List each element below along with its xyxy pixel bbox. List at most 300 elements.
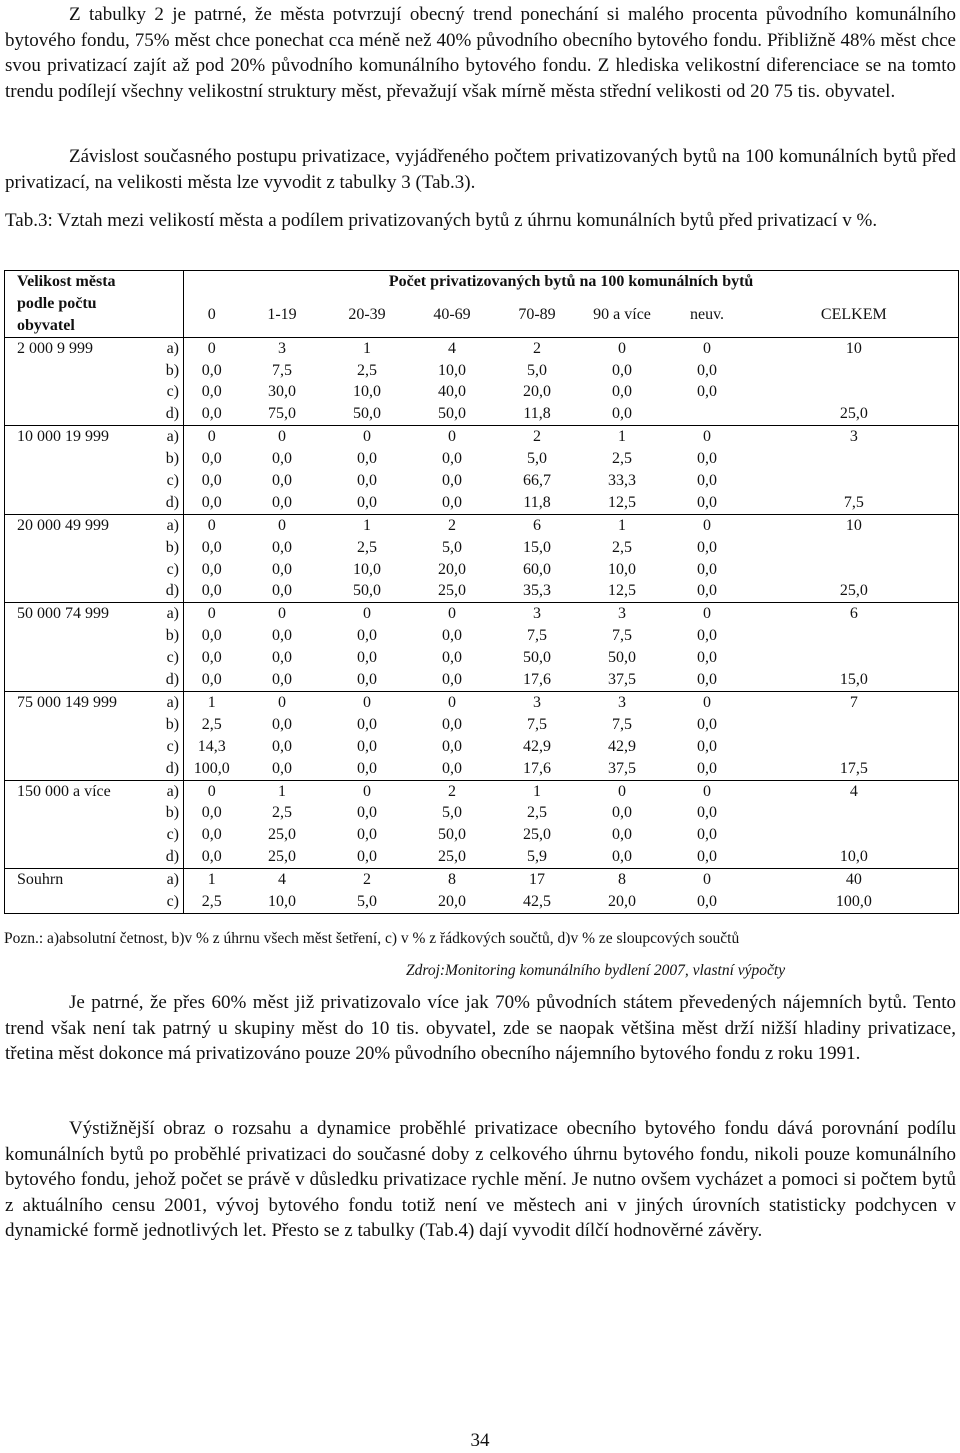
value-column-4: [495, 603, 580, 692]
table-cell: 35,3: [523, 582, 552, 600]
col-header-neuv: neuv.: [665, 293, 750, 337]
table-cell: 0: [703, 428, 712, 446]
table-cell: 0,0: [201, 538, 222, 556]
table-cell: [750, 360, 959, 382]
table-cell: 0,0: [357, 804, 378, 822]
value-column-0: [184, 426, 240, 515]
table-cell: 0,0: [612, 848, 633, 866]
value-column-6: [665, 514, 750, 603]
table-cell: 0,0: [442, 450, 463, 468]
row-label: c): [166, 383, 180, 401]
table-row: [5, 337, 959, 426]
table-cell: 0,0: [442, 715, 463, 733]
table-cell: 8: [448, 871, 457, 889]
row-group-name: Souhrn: [5, 869, 140, 914]
table-cell: 17,5: [839, 759, 868, 777]
table-cell: 50,0: [523, 649, 552, 667]
table-cell: 1: [278, 782, 287, 800]
table-cell: 2: [533, 428, 542, 446]
value-column-7: [750, 780, 959, 869]
value-column-1: [240, 869, 325, 914]
privatization-table: [4, 270, 959, 914]
table-cell: 2,5: [612, 450, 633, 468]
row-label: a): [166, 428, 180, 446]
table-cell: [665, 403, 750, 425]
row-label: b): [165, 450, 180, 468]
col-header-20-39: 20-39: [325, 293, 410, 337]
row-group-name: 10 000 19 999: [5, 426, 140, 515]
table-cell: 2,5: [272, 804, 293, 822]
table-cell: 0,0: [272, 582, 293, 600]
table-cell: 0: [207, 339, 216, 357]
table-cell: 5,9: [527, 848, 548, 866]
table-cell: 0,0: [201, 848, 222, 866]
table-caption: Tab.3: Vztah mezi velikostí města a podílem privatizovaných bytů z úhrnu komunálních bytů před privatizací v %.: [5, 210, 878, 231]
value-column-4: [495, 780, 580, 869]
col-header-celkem: CELKEM: [750, 293, 959, 337]
row-labels: [140, 514, 184, 603]
table-cell: 10: [845, 339, 862, 357]
table-row: [5, 691, 959, 780]
value-column-6: [665, 337, 750, 426]
page-number: 34: [470, 1430, 490, 1451]
table-cell: 12,5: [608, 493, 637, 511]
table-cell: 0,0: [201, 472, 222, 490]
table-cell: 25,0: [839, 582, 868, 600]
table-cell: 0,0: [357, 759, 378, 777]
row-label: b): [165, 627, 180, 645]
table-cell: 7,5: [527, 715, 548, 733]
row-labels: [140, 337, 184, 426]
table-cell: 1: [618, 428, 627, 446]
table-cell: 0,0: [442, 493, 463, 511]
col-header-0: 0: [184, 293, 240, 337]
table-cell: 0,0: [201, 627, 222, 645]
table-cell: 7,5: [527, 627, 548, 645]
table-cell: 1: [618, 516, 627, 534]
row-label: d): [165, 582, 180, 600]
table-cell: 0,0: [357, 450, 378, 468]
table-cell: 40,0: [438, 383, 467, 401]
table-cell: 5,0: [357, 892, 378, 910]
table-cell: 10: [845, 516, 862, 534]
value-column-3: [410, 869, 495, 914]
row-group-name: 2 000 9 999: [5, 337, 140, 426]
value-column-2: [325, 337, 410, 426]
table-cell: 4: [849, 782, 858, 800]
table-cell: 0: [363, 782, 372, 800]
value-column-2: [325, 426, 410, 515]
table-cell: [750, 802, 959, 824]
row-label: b): [165, 361, 180, 379]
value-column-0: [184, 514, 240, 603]
value-column-5: [580, 337, 665, 426]
value-column-7: [750, 337, 959, 426]
table-cell: 75,0: [268, 405, 297, 423]
value-column-2: [325, 603, 410, 692]
value-column-2: [325, 869, 410, 914]
row-label: a): [166, 693, 180, 711]
table-cell: 0: [703, 605, 712, 623]
value-column-5: [580, 603, 665, 692]
table-cell: 0,0: [201, 383, 222, 401]
table-cell: 42,9: [523, 737, 552, 755]
table-cell: 20,0: [438, 560, 467, 578]
table-cell: 0,0: [697, 737, 718, 755]
value-column-2: [325, 514, 410, 603]
table-cell: 0,0: [697, 804, 718, 822]
table-cell: 15,0: [839, 671, 868, 689]
table-cell: 0,0: [697, 627, 718, 645]
table-cell: 0,0: [272, 538, 293, 556]
table-cell: [750, 537, 959, 559]
table-cell: 0,0: [357, 715, 378, 733]
row-label: a): [166, 782, 180, 800]
table-cell: 1: [363, 339, 372, 357]
table-cell: 0,0: [697, 826, 718, 844]
table-cell: 17: [529, 871, 546, 889]
table-row: [5, 603, 959, 692]
row-labels: [140, 691, 184, 780]
table-cell: 42,5: [523, 892, 552, 910]
table-cell: 0,0: [612, 361, 633, 379]
table-cell: 50,0: [353, 582, 382, 600]
table-cell: 0: [363, 693, 372, 711]
table-cell: 0,0: [697, 715, 718, 733]
row-labels: [140, 780, 184, 869]
table-cell: 0,0: [442, 737, 463, 755]
value-column-6: [665, 869, 750, 914]
value-column-0: [184, 337, 240, 426]
table-cell: 37,5: [608, 759, 637, 777]
table-cell: 0,0: [357, 493, 378, 511]
table-cell: 10,0: [353, 560, 382, 578]
table-cell: 0,0: [201, 649, 222, 667]
table-cell: 33,3: [608, 472, 637, 490]
row-group-name: 150 000 a více: [5, 780, 140, 869]
table-cell: 0,0: [357, 671, 378, 689]
table-cell: 0,0: [201, 804, 222, 822]
table-cell: 0: [703, 693, 712, 711]
table-note: Pozn.: a)absolutní četnost, b)v % z úhrnu všech měst šetření, c) v % z řádkových součtů, d)v % ze sloupcových součtů: [4, 930, 740, 947]
table-cell: 0,0: [201, 826, 222, 844]
table-cell: 0,0: [272, 560, 293, 578]
table-cell: 0,0: [697, 493, 718, 511]
table-cell: 0,0: [697, 361, 718, 379]
table-cell: 8: [618, 871, 627, 889]
table-cell: 0,0: [272, 627, 293, 645]
table-cell: 42,9: [608, 737, 637, 755]
paragraph-1: Z tabulky 2 je patrné, že města potvrzují obecný trend ponechání si malého procenta původního komunálního bytového fondu, 75% měst chce ponechat cca méně než 40% původního obecního bytového fondu. Přibližně 48% měst chce svou privatizací zajít až pod 20% původního komunálního bytového fondu. Z hlediska velikostní diferenciace se na tomto trendu podílejí všechny velikostní struktury měst, převažují však mírně města střední velikosti od 20 75 tis. obyvatel.: [5, 4, 956, 102]
table-cell: 0,0: [697, 582, 718, 600]
row-label: a): [166, 871, 180, 889]
table-cell: 0: [448, 428, 457, 446]
table-cell: 0,0: [272, 493, 293, 511]
row-label: b): [165, 538, 180, 556]
table-cell: 4: [278, 871, 287, 889]
value-column-4: [495, 426, 580, 515]
table-cell: [750, 824, 959, 846]
table-cell: 0,0: [201, 671, 222, 689]
table-cell: 0: [278, 693, 287, 711]
table-cell: 2: [448, 782, 457, 800]
table-cell: 0,0: [357, 649, 378, 667]
table-cell: 0: [703, 871, 712, 889]
table-cell: 20,0: [438, 892, 467, 910]
paragraph-2: Závislost současného postupu privatizace, vyjádřeného počtem privatizovaných bytů na 100 komunálních bytů před privatizací, na velikosti města lze vyvodit z tabulky 3 (Tab.3).: [5, 146, 956, 193]
value-column-6: [665, 603, 750, 692]
table-cell: 0: [363, 428, 372, 446]
table-cell: 0,0: [697, 538, 718, 556]
col-header-70-89: 70-89: [495, 293, 580, 337]
table-cell: 2,5: [357, 361, 378, 379]
table-cell: 0,0: [201, 405, 222, 423]
table-cell: 25,0: [839, 405, 868, 423]
table-cell: 10,0: [268, 892, 297, 910]
table-cell: 3: [849, 428, 858, 446]
table-cell: 0,0: [612, 804, 633, 822]
table-cell: 17,6: [523, 671, 552, 689]
value-column-1: [240, 780, 325, 869]
value-column-0: [184, 603, 240, 692]
table-cell: 0,0: [357, 826, 378, 844]
table-cell: 15,0: [523, 538, 552, 556]
table-row: [5, 780, 959, 869]
table-cell: 0: [703, 782, 712, 800]
value-column-1: [240, 337, 325, 426]
table-cell: 1: [533, 782, 542, 800]
table-cell: 6: [849, 605, 858, 623]
table-cell: 0: [278, 605, 287, 623]
table-cell: 0: [703, 516, 712, 534]
table-cell: 0: [448, 693, 457, 711]
table-cell: 30,0: [268, 383, 297, 401]
table-cell: 3: [278, 339, 287, 357]
table-cell: 2,5: [527, 804, 548, 822]
table-cell: 100,0: [193, 759, 230, 777]
table-cell: 0,0: [272, 450, 293, 468]
table-row: [5, 426, 959, 515]
table-cell: 0,0: [612, 405, 633, 423]
table-cell: 0: [278, 428, 287, 446]
table-cell: 10,0: [839, 848, 868, 866]
table-cell: 0,0: [201, 450, 222, 468]
table-cell: 3: [533, 693, 542, 711]
table-cell: 0,0: [697, 383, 718, 401]
row-label: b): [165, 715, 180, 733]
row-label: d): [165, 848, 180, 866]
value-column-4: [495, 691, 580, 780]
table-cell: 0: [363, 605, 372, 623]
row-labels: [140, 869, 184, 914]
value-column-5: [580, 514, 665, 603]
table-cell: 0,0: [357, 627, 378, 645]
value-column-2: [325, 780, 410, 869]
table-cell: 40: [845, 871, 862, 889]
table-cell: 60,0: [523, 560, 552, 578]
table-row: [5, 869, 959, 914]
paragraph-3: Je patrné, že přes 60% měst již privatizovalo více jak 70% původních státem převedených nájemních bytů. Tento trend však není tak patrný u skupiny měst do 10 tis. obyvatel, zde se naopak většina měst drží nižší hladiny privatizace, třetina měst dokonce má privatizováno pouze 20% původního obecního nájemního bytového fondu z roku 1991.: [5, 992, 956, 1065]
table-cell: 10,0: [438, 361, 467, 379]
table-cell: 50,0: [438, 826, 467, 844]
value-column-6: [665, 780, 750, 869]
value-column-3: [410, 780, 495, 869]
row-group-name: 20 000 49 999: [5, 514, 140, 603]
table-cell: 0: [207, 516, 216, 534]
table-cell: 14,3: [197, 737, 226, 755]
row-labels: [140, 426, 184, 515]
table-cell: 2: [533, 339, 542, 357]
table-cell: 0,0: [272, 671, 293, 689]
row-label: d): [165, 493, 180, 511]
table-cell: 50,0: [608, 649, 637, 667]
table-cell: 1: [363, 516, 372, 534]
row-label: d): [165, 405, 180, 423]
table-cell: 25,0: [523, 826, 552, 844]
row-label: a): [166, 516, 180, 534]
value-column-5: [580, 780, 665, 869]
table-cell: 0,0: [201, 560, 222, 578]
row-label: c): [166, 826, 180, 844]
table-cell: [750, 559, 959, 581]
table-cell: [750, 736, 959, 758]
paragraph-4: Výstižnější obraz o rozsahu a dynamice proběhlé privatizace obecního bytového fondu dává porovnání podílu komunálních bytů po proběhlé privatizaci do současné doby z celkového úhrnu bytového fondu, nikoli pouze komunálního bytového fondu, jehož počet se právě v důsledku privatizace rychle mění. Je nutno ovšem vycházet a pomoci si počtem bytů z aktuálního censu 2001, vývoj bytového fondu totiž není ve městech ani v jiných úrovních statisticky podchycen v dynamické formě jednotlivých let. Přesto se z tabulky (Tab.4) dají vyvodit dílčí hodnověrné závěry.: [5, 1118, 956, 1242]
table-cell: 0,0: [442, 472, 463, 490]
value-column-4: [495, 869, 580, 914]
row-label: c): [166, 737, 180, 755]
table-cell: 0,0: [442, 649, 463, 667]
table-cell: 25,0: [438, 582, 467, 600]
table-cell: 3: [618, 605, 627, 623]
table-cell: 0,0: [272, 715, 293, 733]
header-city-size-3: obyvatel: [17, 316, 75, 334]
table-cell: 2,5: [612, 538, 633, 556]
table-cell: 0,0: [201, 493, 222, 511]
table-cell: 2,5: [201, 892, 222, 910]
row-label: c): [166, 560, 180, 578]
table-cell: 7,5: [272, 361, 293, 379]
table-cell: 3: [533, 605, 542, 623]
col-header-90-plus: 90 a více: [580, 293, 665, 337]
value-column-3: [410, 514, 495, 603]
value-column-1: [240, 691, 325, 780]
table-cell: 0,0: [612, 826, 633, 844]
table-cell: 7: [849, 693, 858, 711]
table-cell: 0,0: [442, 759, 463, 777]
value-column-0: [184, 780, 240, 869]
table-cell: [750, 714, 959, 736]
table-cell: 0: [618, 339, 627, 357]
row-labels: [140, 603, 184, 692]
table-row: [5, 514, 959, 603]
value-column-0: [184, 869, 240, 914]
value-column-3: [410, 337, 495, 426]
row-group-name: 50 000 74 999: [5, 603, 140, 692]
value-column-7: [750, 426, 959, 515]
table-cell: 100,0: [835, 892, 872, 910]
table-cell: 50,0: [438, 405, 467, 423]
table-cell: 0,0: [272, 737, 293, 755]
table-cell: 0,0: [697, 848, 718, 866]
table-cell: 50,0: [353, 405, 382, 423]
row-label: c): [166, 892, 180, 910]
table-cell: 7,5: [843, 493, 864, 511]
value-column-6: [665, 691, 750, 780]
row-label: d): [165, 671, 180, 689]
table-cell: 0,0: [442, 671, 463, 689]
table-cell: 4: [448, 339, 457, 357]
table-cell: 6: [533, 516, 542, 534]
table-cell: 25,0: [268, 848, 297, 866]
table-cell: 0: [703, 339, 712, 357]
row-label: a): [166, 605, 180, 623]
table-cell: 0,0: [357, 472, 378, 490]
table-cell: 37,5: [608, 671, 637, 689]
header-group: Počet privatizovaných bytů na 100 komunálních bytů: [184, 271, 959, 293]
value-column-7: [750, 603, 959, 692]
table-cell: 0: [207, 605, 216, 623]
table-cell: 0,0: [697, 892, 718, 910]
value-column-4: [495, 514, 580, 603]
table-cell: 20,0: [523, 383, 552, 401]
value-column-4: [495, 337, 580, 426]
table-cell: 0,0: [697, 649, 718, 667]
table-cell: 2: [448, 516, 457, 534]
row-group-name: 75 000 149 999: [5, 691, 140, 780]
header-city-size-cell: [5, 293, 184, 337]
value-column-3: [410, 691, 495, 780]
header-city-size-1: Velikost města: [17, 273, 116, 290]
table-cell: 25,0: [438, 848, 467, 866]
table-cell: 17,6: [523, 759, 552, 777]
table-cell: [750, 448, 959, 470]
table-cell: 0,0: [357, 848, 378, 866]
row-label: b): [165, 804, 180, 822]
table-cell: 12,5: [608, 582, 637, 600]
table-cell: 25,0: [268, 826, 297, 844]
table-cell: [750, 470, 959, 492]
table-cell: 10,0: [608, 560, 637, 578]
value-column-0: [184, 691, 240, 780]
table-cell: 0: [618, 782, 627, 800]
value-column-3: [410, 426, 495, 515]
table-cell: 0,0: [697, 560, 718, 578]
col-header-1-19: 1-19: [240, 293, 325, 337]
table-cell: 5,0: [442, 804, 463, 822]
table-cell: 1: [207, 871, 216, 889]
table-cell: [750, 625, 959, 647]
table-cell: 20,0: [608, 892, 637, 910]
table-cell: 0,0: [357, 737, 378, 755]
table-cell: 0,0: [697, 671, 718, 689]
col-header-40-69: 40-69: [410, 293, 495, 337]
value-column-1: [240, 514, 325, 603]
table-cell: 2: [363, 871, 372, 889]
table-cell: 0,0: [697, 450, 718, 468]
table-cell: 10,0: [353, 383, 382, 401]
table-cell: [750, 647, 959, 669]
header-city-size-2: podle počtu: [17, 294, 97, 312]
table-cell: 0: [207, 428, 216, 446]
table-cell: 7,5: [612, 715, 633, 733]
value-column-2: [325, 691, 410, 780]
row-label: d): [165, 759, 180, 777]
value-column-7: [750, 514, 959, 603]
row-label: a): [166, 339, 180, 357]
value-column-5: [580, 426, 665, 515]
value-column-3: [410, 603, 495, 692]
table-cell: 0,0: [272, 472, 293, 490]
